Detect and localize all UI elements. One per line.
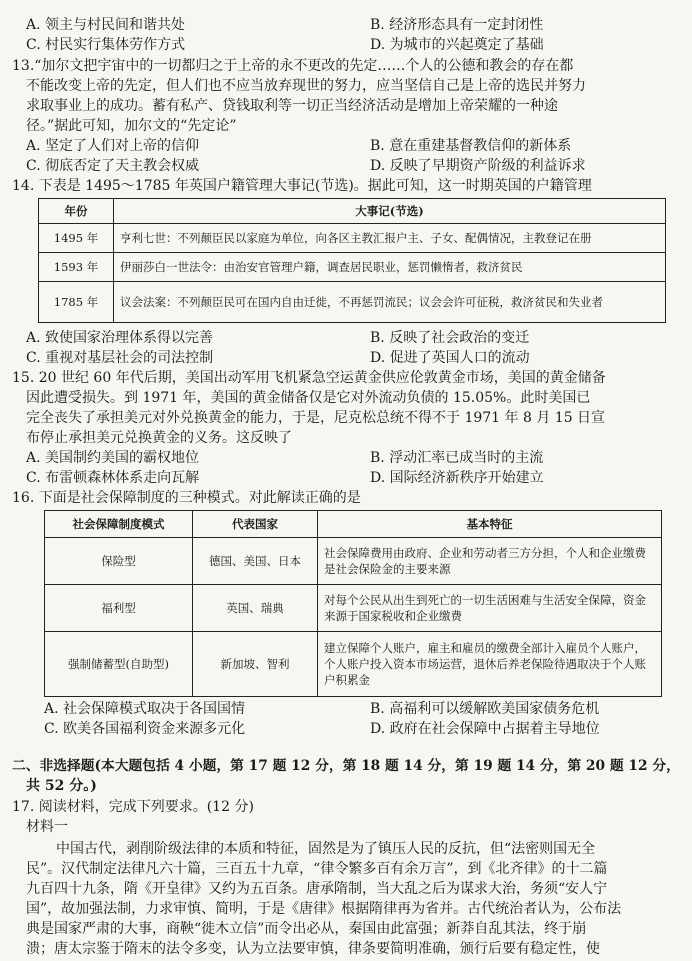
q16-countries-cell: 英国、瑞典: [193, 585, 318, 632]
q14-year-cell: 1495 年: [39, 224, 114, 253]
q14-event-cell: 伊丽莎白一世法令：由治安官管理户籍，调查居民职业，惩罚懒惰者，救济贫民: [114, 253, 666, 282]
q15-option-a: A. 美国制约美国的霸权地位: [26, 450, 200, 466]
q12-option-a: A. 领主与村民间和谐共处: [26, 17, 186, 33]
q17-material-line-2: 民”。汉代制定法律凡六十篇，三百五十九章，“律令繁多百有余万言”，到《北齐律》的十二篇: [26, 861, 608, 877]
q14-option-b: B. 反映了社会政治的变迁: [370, 330, 530, 346]
q17-material-line-6: 溃；唐太宗鉴于隋末的法令多变，认为立法要审慎，律条要简明准确，颁行后要有稳定性，使: [26, 941, 600, 957]
q14-option-a: A. 致使国家治理体系得以完善: [26, 330, 214, 346]
q16-features-cell: 对每个公民从出生到死亡的一切生活困难与生活安全保障，资金来源于国家税收和企业缴费: [318, 585, 662, 632]
q12-option-c: C. 村民实行集体劳作方式: [26, 37, 186, 53]
q15-option-c: C. 布雷顿森林体系走向瓦解: [26, 470, 200, 486]
q14-option-d: D. 促进了英国人口的流动: [370, 350, 530, 366]
q13-stem-line-3: 求取事业上的成功。蓄有私产、贷钱取利等一切正当经济活动是增加上帝荣耀的一种途: [26, 98, 558, 114]
q14-year-cell: 1785 年: [39, 282, 114, 323]
q15-stem-line-2: 因此遭受损失。到 1971 年，美国的黄金储备仅是它对外流动负债的 15.05%。此时美国已: [26, 390, 591, 406]
q17-material-line-4: 国”，故加强法制，力求审慎、简明，于是《唐律》根据隋律再为省并。古代统治者认为，公布法: [26, 901, 622, 917]
q13-stem-line-2: 不能改变上帝的先定，但人们也不应当放弃现世的努力，应当坚信自己是上帝的选民并努力: [26, 78, 586, 94]
q14-event-cell: 议会法案：不列颠臣民可在国内自由迁徙，不再惩罚流民；议会会许可征税，救济贫民和失业者: [114, 282, 666, 323]
q17-material-line-5: 典是国家严肃的大事，商鞅“徙木立信”而令出必从，秦国由此富强；新莽自乱其法，终于崩: [26, 921, 587, 937]
q13-option-d: D. 反映了早期资产阶级的利益诉求: [370, 158, 586, 174]
q14-header-events: 大事记(节选): [114, 199, 666, 224]
section-2-heading-cont: 共 52 分。): [26, 778, 97, 794]
q14-year-cell: 1593 年: [39, 253, 114, 282]
q12-option-b: B. 经济形态具有一定封闭性: [370, 17, 544, 33]
q12-option-d: D. 为城市的兴起奠定了基础: [370, 37, 544, 53]
q15-stem-line-4: 布停止承担美元兑换黄金的义务。这反映了: [26, 430, 292, 446]
q16-option-a: A. 社会保障模式取决于各国国情: [44, 701, 246, 717]
q15-option-d: D. 国际经济新秩序开始建立: [370, 470, 544, 486]
q16-mode-cell: 保险型: [45, 538, 193, 585]
q16-option-b: B. 高福利可以缓解欧美国家债务危机: [370, 701, 600, 717]
q16-features-cell: 社会保障费用由政府、企业和劳动者三方分担，个人和企业缴费是社会保险金的主要来源: [318, 538, 662, 585]
q13-option-b: B. 意在重建基督教信仰的新体系: [370, 138, 572, 154]
q15-stem-line-3: 完全丧失了承担美元对外兑换黄金的能力，于是，尼克松总统不得不于 1971 年 8 月 15 日宣: [26, 410, 606, 426]
section-2-heading: 二、非选择题(本大题包括 4 小题，第 17 题 12 分，第 18 题 14 分，第 19 题 14 分，第 20 题 12 分，: [12, 758, 680, 774]
q17-material-line-3: 九百四十九条，隋《开皇律》又约为五百条。唐承隋制，当大乱之后为谋求大治，务须“安人宁: [26, 881, 608, 897]
q14-table: [38, 198, 666, 323]
q16-option-c: C. 欧美各国福利资金来源多元化: [44, 721, 246, 737]
q16-option-d: D. 政府在社会保障中占据着主导地位: [370, 721, 600, 737]
q13-option-c: C. 彻底否定了天主教会权威: [26, 158, 200, 174]
q16-header-countries: 代表国家: [193, 511, 318, 538]
q17-material-line-1: 中国古代，剥削阶级法律的本质和特征，固然是为了镇压人民的反抗，但“法密则国无全: [56, 841, 596, 857]
q15-stem-line-1: 15. 20 世纪 60 年代后期，美国出动军用飞机紧急空运黄金供应伦敦黄金市场，美国的黄金储备: [12, 370, 606, 386]
q13-option-a: A. 坚定了人们对上帝的信仰: [26, 138, 200, 154]
q15-option-b: B. 浮动汇率已成当时的主流: [370, 450, 544, 466]
q16-features-cell: 建立保障个人账户，雇主和雇员的缴费全部计入雇员个人账户，个人账户投入资本市场运营，退休后养老保险待遇取决于个人账户积累金: [318, 632, 662, 697]
q17-material-title: 材料一: [26, 819, 68, 835]
q14-event-cell: 亨利七世：不列颠臣民以家庭为单位，向各区主教汇报户主、子女、配偶情况，主教登记在册: [114, 224, 666, 253]
q16-mode-cell: 福利型: [45, 585, 193, 632]
q16-countries-cell: 新加坡、智利: [193, 632, 318, 697]
q16-countries-cell: 德国、美国、日本: [193, 538, 318, 585]
q13-stem-line-4: 径。”据此可知，加尔文的“先定论”: [26, 118, 237, 134]
q14-header-year: 年份: [39, 199, 114, 224]
q14-stem: 14. 下表是 1495～1785 年英国户籍管理大事记(节选)。据此可知，这一时期英国的户籍管理: [12, 178, 592, 194]
q16-header-mode: 社会保障制度模式: [45, 511, 193, 538]
q16-table: [44, 510, 662, 697]
q17-stem: 17. 阅读材料，完成下列要求。(12 分): [12, 799, 254, 815]
q16-header-features: 基本特征: [318, 511, 662, 538]
q14-option-c: C. 重视对基层社会的司法控制: [26, 350, 214, 366]
q13-stem-line-1: 13.“加尔文把宇宙中的一切都归之于上帝的永不更改的先定……个人的公德和教会的存在都: [12, 58, 574, 74]
q16-mode-cell: 强制储蓄型(自助型): [45, 632, 193, 697]
q16-stem: 16. 下面是社会保障制度的三种模式。对此解读正确的是: [12, 490, 361, 506]
